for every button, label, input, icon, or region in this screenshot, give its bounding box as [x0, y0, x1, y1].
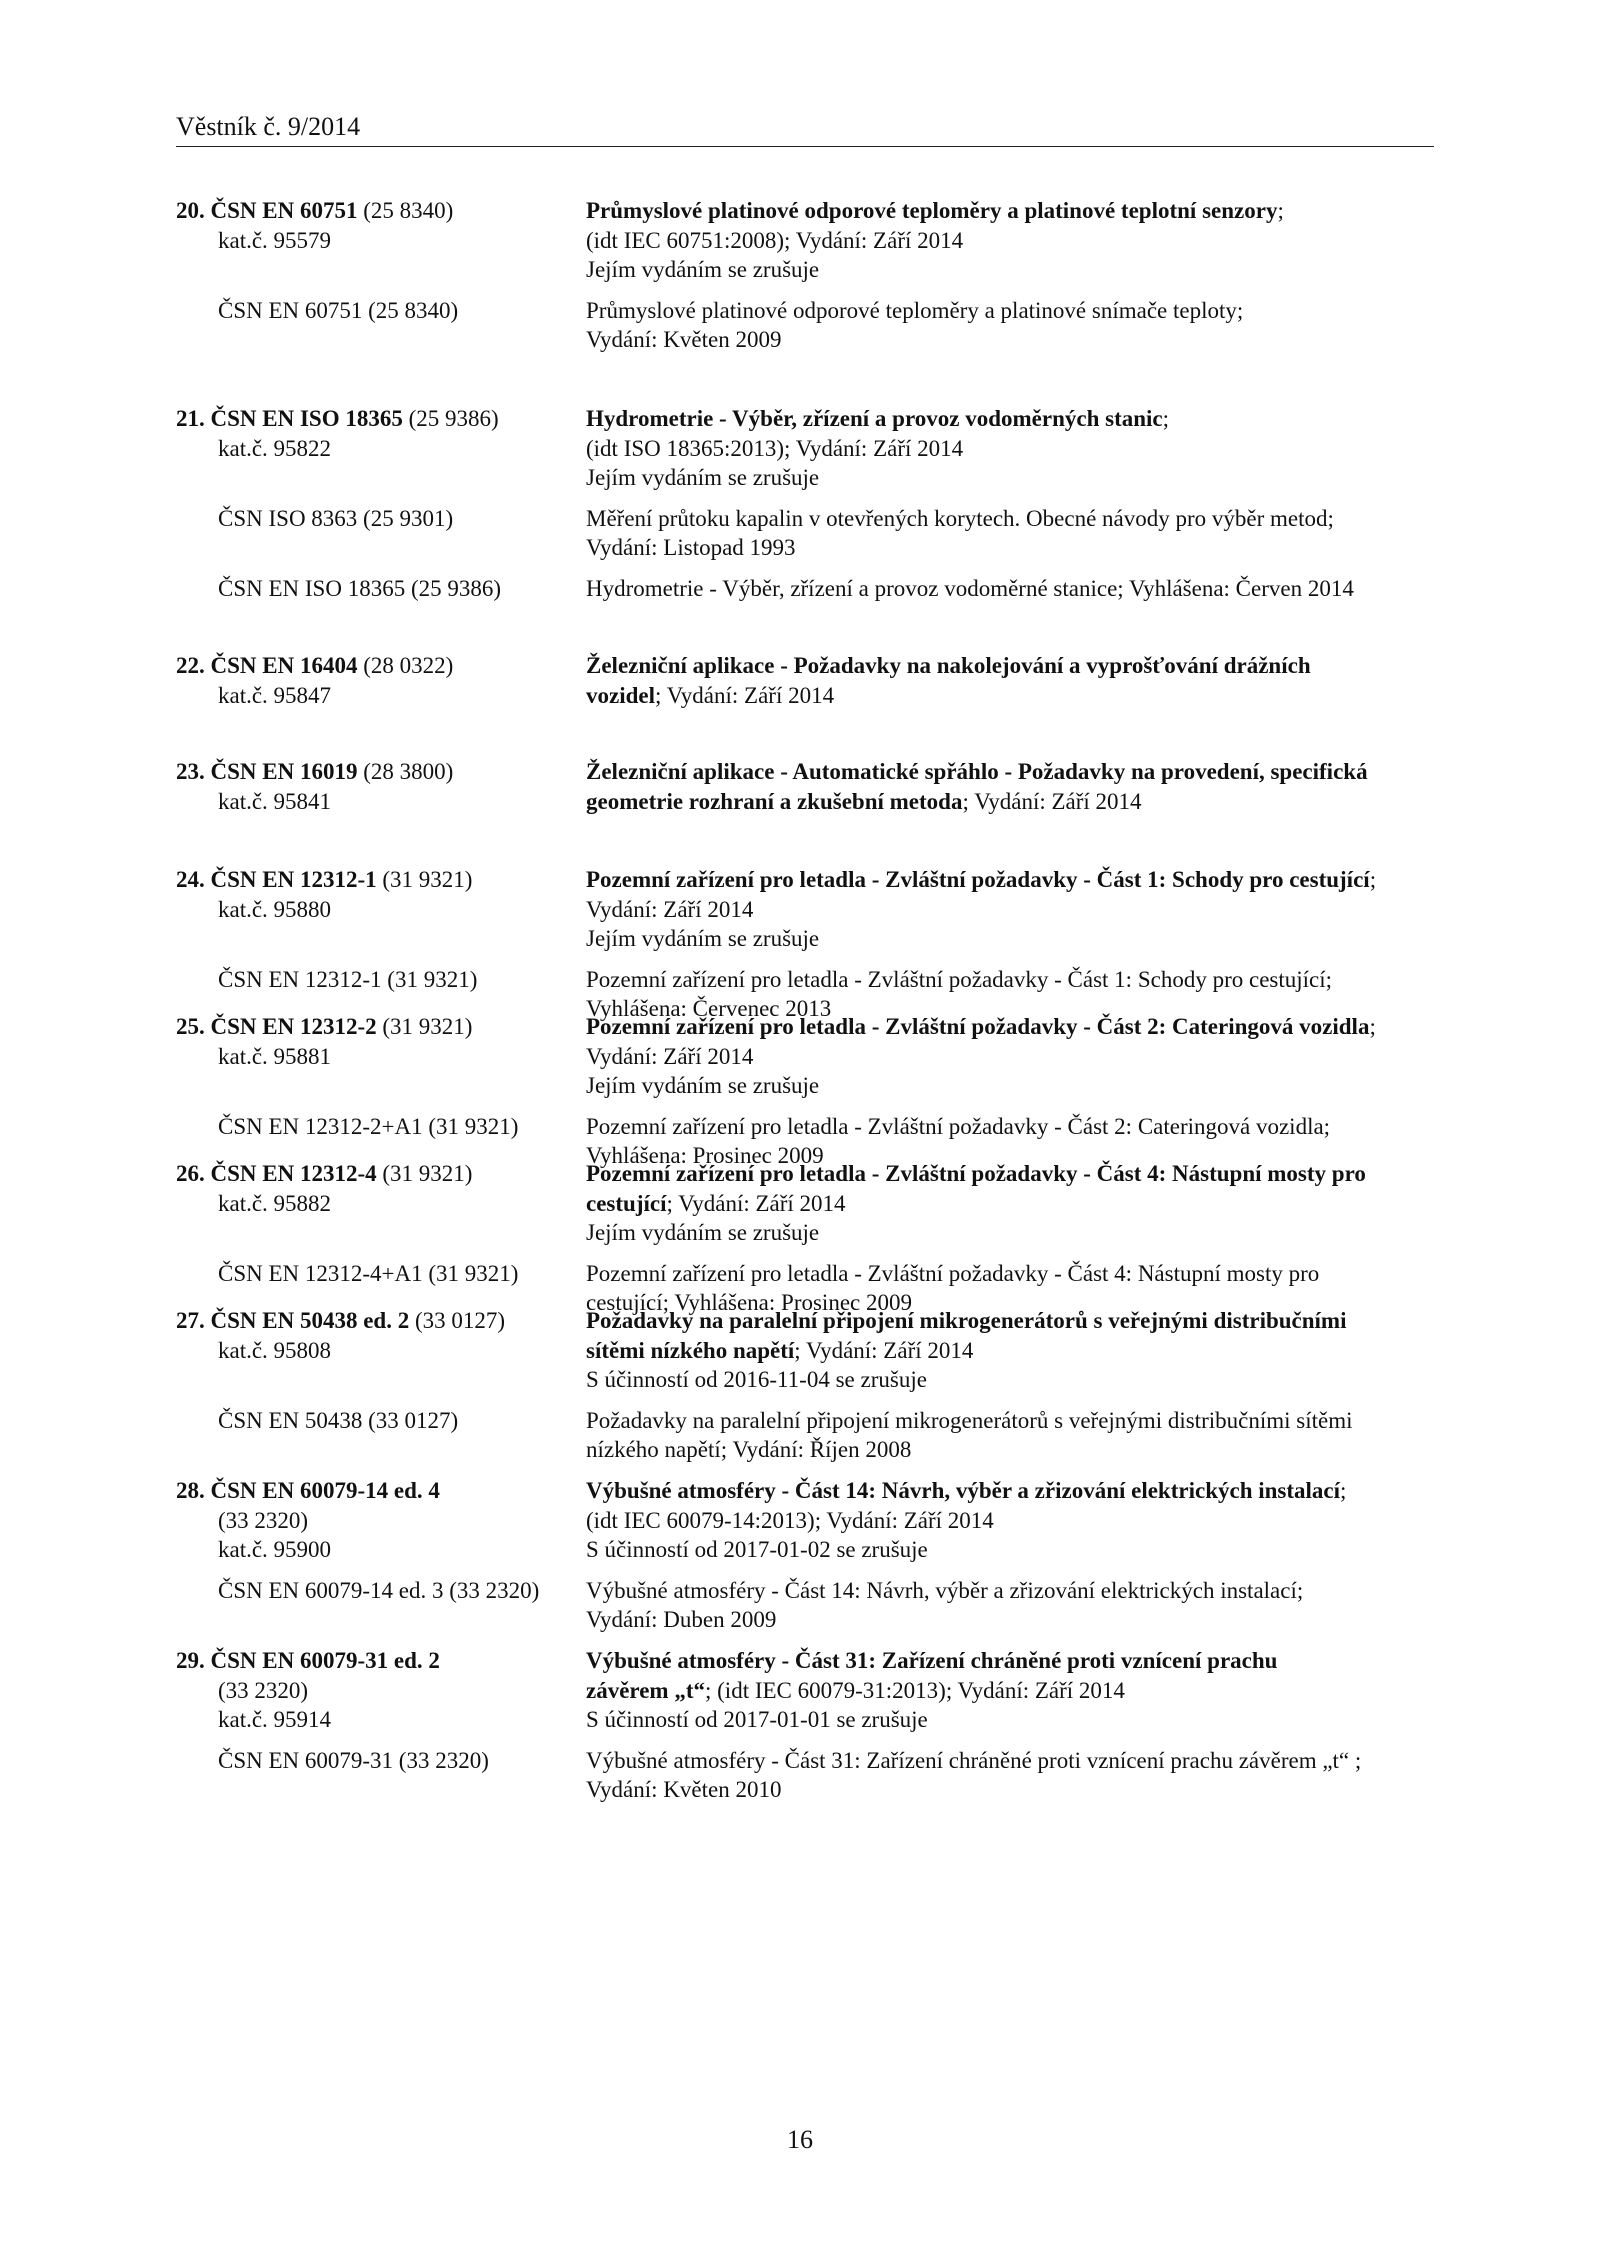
classification-code: (28 0322): [357, 653, 454, 678]
title-punctuation: ;: [1277, 198, 1284, 223]
classification-code: (33 2320): [218, 1507, 309, 1533]
standard-title-continued: sítěmi nízkého napětí: [586, 1337, 795, 1363]
standard-title: Pozemní zařízení pro letadla - Zvláštní požadavky - Část 1: Schody pro cestující: [586, 867, 1370, 892]
entry-title-line: [586, 865, 1436, 895]
entry-number: 22.: [176, 653, 205, 678]
classification-code: (33 0127): [409, 1308, 506, 1333]
standard-title: Výbušné atmosféry - Část 14: Návrh, výběr a zřizování elektrických instalací: [586, 1478, 1341, 1503]
page-header: [176, 110, 1434, 147]
withdrawn-title: Hydrometrie - Výběr, zřízení a provoz vodoměrné stanice; Vyhlášena: Červen 2014: [586, 575, 1354, 601]
entry-main-row: [176, 1012, 1436, 1101]
withdrawn-description: [586, 1576, 1436, 1635]
withdrawn-title: Pozemní zařízení pro letadla - Zvláštní požadavky - Část 2: Cateringová vozidla;: [586, 1113, 1331, 1139]
withdrawn-title: Výbušné atmosféry - Část 31: Zařízení chráněné proti vznícení prachu závěrem „t“ ;: [586, 1747, 1362, 1773]
standard-title: Výbušné atmosféry - Část 31: Zařízení chráněné proti vznícení prachu: [586, 1648, 1278, 1673]
standard-title: Požadavky na paralelní připojení mikrogenerátorů s veřejnými distribučními: [586, 1308, 1347, 1333]
issue-info: (idt IEC 60751:2008); Vydání: Září 2014: [586, 227, 964, 253]
entry-code-line: [176, 1012, 586, 1042]
standard-code: ČSN EN 60079-14 ed. 4: [210, 1478, 440, 1503]
entry-description: [586, 865, 1436, 954]
entry-title-line: [586, 757, 1436, 787]
standard-code: ČSN EN ISO 18365: [210, 406, 403, 431]
issue-info: (idt IEC 60079-14:2013); Vydání: Září 2014: [586, 1507, 994, 1533]
page-number: 16: [787, 2125, 813, 2154]
withdrawn-title: Výbušné atmosféry - Část 14: Návrh, výběr a zřizování elektrických instalací;: [586, 1577, 1304, 1603]
withdrawn-code: ČSN EN 12312-2+A1 (31 9321): [218, 1113, 519, 1139]
standard-code: ČSN EN 12312-4: [210, 1161, 377, 1186]
withdrawal-note: Jejím vydáním se zrušuje: [586, 257, 820, 282]
entry-identifier: [176, 865, 586, 954]
entry-main-row: [176, 1159, 1436, 1248]
withdrawn-standard: [176, 1746, 1436, 1805]
entry-code-line: [176, 1476, 586, 1506]
catalog-number: kat.č. 95822: [218, 435, 332, 461]
standard-title: Pozemní zařízení pro letadla - Zvláštní požadavky - Část 4: Nástupní mosty pro: [586, 1161, 1366, 1186]
withdrawal-note: Jejím vydáním se zrušuje: [586, 1073, 820, 1098]
entry-description: [586, 1159, 1436, 1248]
standard-title: Železniční aplikace - Požadavky na nakolejování a vyprošťování drážních: [586, 653, 1311, 678]
issue-info: Vydání: Září 2014: [586, 896, 754, 922]
entry-detail-line: [586, 1189, 1436, 1219]
withdrawn-standard: [176, 574, 1436, 604]
catalog-number: kat.č. 95808: [218, 1337, 332, 1363]
withdrawn-description: [586, 1406, 1436, 1465]
entry-main-row: [176, 196, 1436, 285]
withdrawn-issue-info: Vydání: Duben 2009: [586, 1607, 777, 1632]
entry-title-line: [586, 1476, 1436, 1506]
entry-number: 21.: [176, 406, 205, 431]
withdrawn-description: [586, 1746, 1436, 1805]
entry-description: [586, 404, 1436, 493]
entry-main-row: [176, 1306, 1436, 1395]
entry-code-line: [176, 651, 586, 681]
entry-number: 23.: [176, 759, 205, 784]
entry-code-line: [176, 196, 586, 226]
entry-number: 27.: [176, 1308, 205, 1333]
entry-identifier: [176, 1012, 586, 1101]
standard-title: Pozemní zařízení pro letadla - Zvláštní požadavky - Část 2: Cateringová vozidla: [586, 1014, 1370, 1039]
withdrawn-description: [586, 574, 1436, 604]
entry-description: [586, 1646, 1436, 1735]
entry-title-line: [586, 1646, 1436, 1676]
entry-detail-line: [586, 1336, 1436, 1366]
standard-title: Železniční aplikace - Automatické spřáhlo - Požadavky na provedení, specifická: [586, 759, 1368, 784]
entry-code-line: [176, 757, 586, 787]
withdrawal-note: Jejím vydáním se zrušuje: [586, 926, 820, 951]
standard-title-continued: cestující: [586, 1190, 667, 1216]
withdrawn-title: Pozemní zařízení pro letadla - Zvláštní požadavky - Část 4: Nástupní mosty pro: [586, 1260, 1320, 1286]
standard-entry: [176, 1306, 1436, 1465]
entry-title-line: [586, 404, 1436, 434]
withdrawn-code: ČSN ISO 8363 (25 9301): [218, 505, 454, 531]
withdrawn-issue-info: nízkého napětí; Vydání: Říjen 2008: [586, 1437, 912, 1462]
title-punctuation: ;: [1340, 1478, 1347, 1503]
entry-title-line: [586, 1012, 1436, 1042]
withdrawn-title: Pozemní zařízení pro letadla - Zvláštní požadavky - Část 1: Schody pro cestující;: [586, 966, 1333, 992]
catalog-number: kat.č. 95900: [218, 1537, 332, 1562]
entry-title-line: [586, 651, 1436, 681]
title-punctuation: ;: [1369, 867, 1377, 892]
classification-code: (25 9386): [402, 406, 499, 431]
entry-code-line: [176, 404, 586, 434]
entry-detail-line: [586, 1506, 1436, 1536]
standard-entry: [176, 1476, 1436, 1635]
issue-info: ; Vydání: Září 2014: [655, 682, 835, 708]
withdrawal-note: S účinností od 2017-01-01 se zrušuje: [586, 1707, 928, 1732]
entry-main-row: [176, 757, 1436, 816]
standard-code: ČSN EN 16404: [210, 653, 358, 678]
catalog-number: kat.č. 95579: [218, 227, 332, 253]
entry-number: 25.: [176, 1014, 205, 1039]
entry-description: [586, 1306, 1436, 1395]
withdrawn-issue-info: Vyhlášena: Červenec 2013: [586, 996, 832, 1021]
withdrawn-title: Průmyslové platinové odporové teploměry a platinové snímače teploty;: [586, 297, 1244, 323]
entry-identifier: [176, 1476, 586, 1565]
entry-title-line: [586, 196, 1436, 226]
bulletin-title: Věstník č. 9/2014: [176, 112, 361, 141]
withdrawal-note: Jejím vydáním se zrušuje: [586, 1220, 820, 1245]
standard-entry: [176, 1159, 1436, 1318]
withdrawal-note: S účinností od 2016-11-04 se zrušuje: [586, 1367, 927, 1392]
entry-number: 24.: [176, 867, 205, 892]
entry-main-row: [176, 1646, 1436, 1735]
standard-entry: [176, 196, 1436, 355]
withdrawn-code: ČSN EN 12312-4+A1 (31 9321): [218, 1260, 519, 1286]
withdrawn-issue-info: Vydání: Květen 2009: [586, 327, 782, 352]
standard-code: ČSN EN 12312-1: [210, 867, 377, 892]
standard-entry: [176, 651, 1436, 710]
standard-entry: [176, 1646, 1436, 1805]
withdrawn-code: ČSN EN 12312-1 (31 9321): [218, 966, 478, 992]
entry-description: [586, 196, 1436, 285]
withdrawn-code: ČSN EN 60079-14 ed. 3 (33 2320): [218, 1577, 540, 1603]
withdrawn-issue-info: Vydání: Listopad 1993: [586, 535, 796, 560]
standard-title: Průmyslové platinové odporové teploměry a platinové teplotní senzory: [586, 198, 1278, 223]
issue-info: ; Vydání: Září 2014: [962, 788, 1142, 814]
entry-identifier: [176, 651, 586, 710]
entry-number: 26.: [176, 1161, 205, 1186]
entry-code-line: [176, 1646, 586, 1676]
standard-title: Hydrometrie - Výběr, zřízení a provoz vodoměrných stanic: [586, 406, 1163, 431]
classification-code: (28 3800): [357, 759, 454, 784]
classification-code: (25 8340): [357, 198, 454, 223]
withdrawn-code-cell: [176, 1406, 586, 1465]
withdrawn-code: ČSN EN 50438 (33 0127): [218, 1407, 459, 1433]
entry-detail-line: [586, 434, 1436, 464]
standard-entry: [176, 757, 1436, 816]
entry-main-row: [176, 404, 1436, 493]
classification-code: (31 9321): [376, 1014, 473, 1039]
entry-detail-line: [586, 895, 1436, 925]
withdrawal-note: Jejím vydáním se zrušuje: [586, 465, 820, 490]
entry-detail-line: [586, 1042, 1436, 1072]
withdrawn-description: [586, 296, 1436, 355]
issue-info: ; (idt IEC 60079-31:2013); Vydání: Září 2014: [705, 1677, 1125, 1703]
withdrawal-note: S účinností od 2017-01-02 se zrušuje: [586, 1537, 928, 1562]
entry-identifier: [176, 757, 586, 816]
withdrawn-standard: [176, 296, 1436, 355]
catalog-number: kat.č. 95881: [218, 1043, 332, 1069]
entry-detail-line: [586, 226, 1436, 256]
withdrawn-code-cell: [176, 296, 586, 355]
standard-code: ČSN EN 50438 ed. 2: [210, 1308, 410, 1333]
classification-code: (31 9321): [376, 867, 473, 892]
standard-code: ČSN EN 12312-2: [210, 1014, 377, 1039]
entry-identifier: [176, 1306, 586, 1395]
entry-number: 29.: [176, 1648, 205, 1673]
entry-number: 20.: [176, 198, 205, 223]
entry-description: [586, 757, 1436, 816]
classification-code: (33 2320): [218, 1677, 309, 1703]
standard-entry: [176, 1012, 1436, 1171]
withdrawn-standard: [176, 1406, 1436, 1465]
entry-description: [586, 1476, 1436, 1565]
withdrawn-description: [586, 504, 1436, 563]
entry-title-line: [586, 1306, 1436, 1336]
withdrawn-code-cell: [176, 504, 586, 563]
catalog-number: kat.č. 95841: [218, 788, 332, 814]
withdrawn-standard: [176, 1576, 1436, 1635]
standard-entry: [176, 404, 1436, 603]
entry-main-row: [176, 651, 1436, 710]
title-punctuation: ;: [1162, 406, 1170, 431]
title-punctuation: ;: [1369, 1014, 1376, 1039]
entry-description: [586, 651, 1436, 710]
entry-code-line: [176, 1159, 586, 1189]
withdrawn-code: ČSN EN ISO 18365 (25 9386): [218, 575, 502, 601]
withdrawn-code-cell: [176, 1746, 586, 1805]
withdrawn-code: ČSN EN 60079-31 (33 2320): [218, 1747, 489, 1773]
catalog-number: kat.č. 95914: [218, 1707, 332, 1732]
standard-title-continued: geometrie rozhraní a zkušební metoda: [586, 788, 963, 814]
withdrawn-standard: [176, 504, 1436, 563]
entry-identifier: [176, 196, 586, 285]
issue-info: ; Vydání: Září 2014: [666, 1190, 846, 1216]
entry-main-row: [176, 1476, 1436, 1565]
standard-title-continued: vozidel: [586, 682, 655, 708]
catalog-number: kat.č. 95882: [218, 1190, 332, 1216]
issue-info: (idt ISO 18365:2013); Vydání: Září 2014: [586, 435, 964, 461]
classification-code: (31 9321): [376, 1161, 473, 1186]
entry-detail-line: [586, 1676, 1436, 1706]
entry-number: 28.: [176, 1478, 205, 1503]
standard-code: ČSN EN 60079-31 ed. 2: [210, 1648, 440, 1673]
standard-code: ČSN EN 60751: [210, 198, 358, 223]
withdrawn-title: Požadavky na paralelní připojení mikrogenerátorů s veřejnými distribučními sítěmi: [586, 1407, 1353, 1433]
entry-detail-line: [586, 681, 1436, 711]
standard-title-continued: závěrem „t“: [586, 1677, 705, 1703]
entry-code-line: [176, 865, 586, 895]
issue-info: Vydání: Září 2014: [586, 1043, 754, 1069]
entry-identifier: [176, 404, 586, 493]
entry-detail-line: [586, 787, 1436, 817]
catalog-number: kat.č. 95847: [218, 682, 332, 708]
entry-title-line: [586, 1159, 1436, 1189]
withdrawn-issue-info: cestující; Vyhlášena: Prosinec 2009: [586, 1290, 912, 1315]
catalog-number: kat.č. 95880: [218, 896, 332, 922]
entry-identifier: [176, 1159, 586, 1248]
entry-identifier: [176, 1646, 586, 1735]
withdrawn-issue-info: Vyhlášena: Prosinec 2009: [586, 1143, 824, 1168]
withdrawn-code-cell: [176, 1576, 586, 1635]
withdrawn-issue-info: Vydání: Květen 2010: [586, 1777, 782, 1802]
withdrawn-code-cell: [176, 574, 586, 604]
entry-code-line: [176, 1306, 586, 1336]
withdrawn-code: ČSN EN 60751 (25 8340): [218, 297, 459, 323]
withdrawn-title: Měření průtoku kapalin v otevřených korytech. Obecné návody pro výběr metod;: [586, 505, 1334, 531]
standard-code: ČSN EN 16019: [210, 759, 358, 784]
issue-info: ; Vydání: Září 2014: [794, 1337, 974, 1363]
entry-description: [586, 1012, 1436, 1101]
standard-entry: [176, 865, 1436, 1024]
entry-main-row: [176, 865, 1436, 954]
